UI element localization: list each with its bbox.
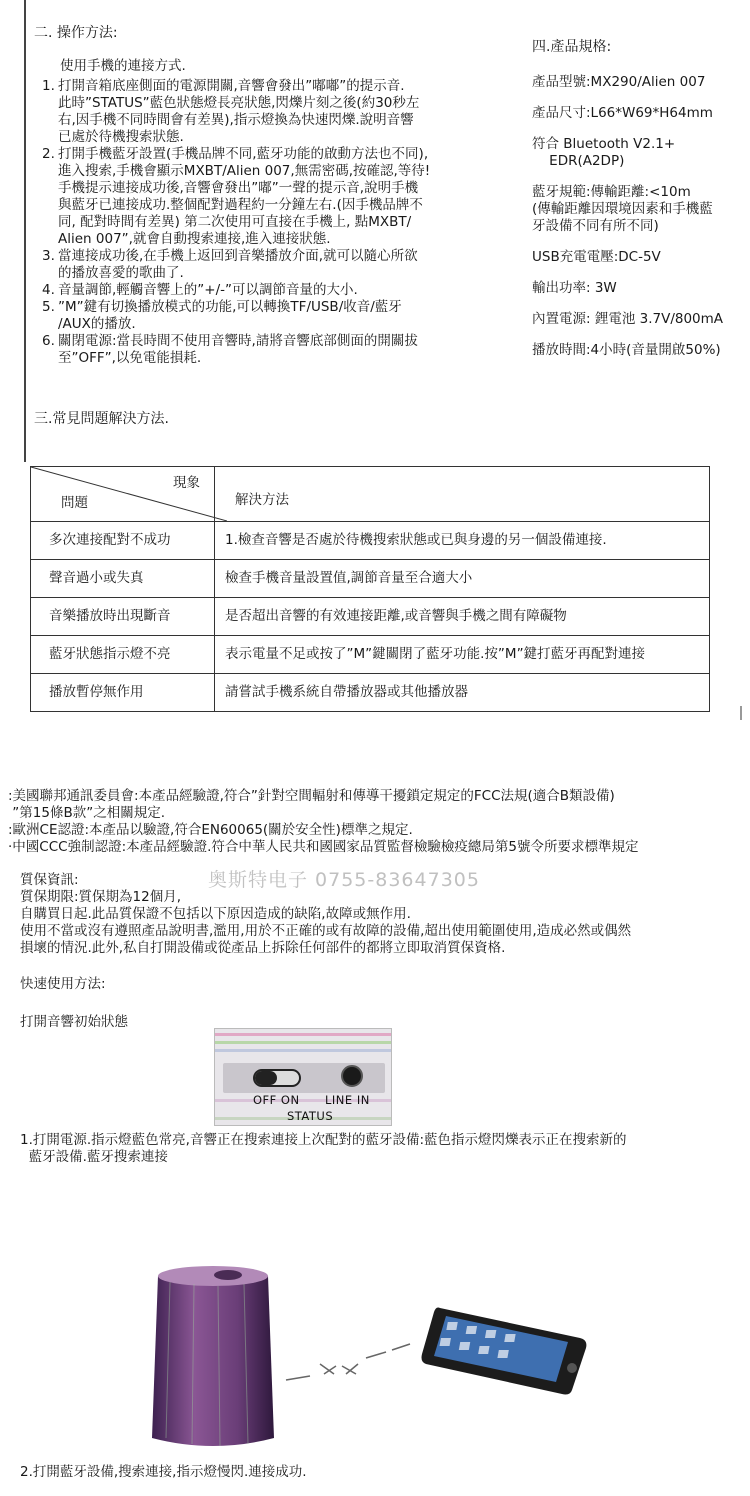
operation-item-line: 進入搜索,手機會顯示MXBT/Alien 007,無需密碼,按確認,等待! xyxy=(58,163,431,179)
operation-item-line: 右,因手機不同時間會有差異),指示燈換為快速閃爍.說明音響 xyxy=(58,112,414,128)
certification-line: ”第15條B款”之相關規定. xyxy=(8,805,166,821)
step-2-text: 2.打開藍牙設備,搜索連接,指示燈慢閃.連接成功. xyxy=(20,1464,307,1480)
operation-item-number: 2. xyxy=(42,146,55,162)
operation-item-line: 同, 配對時間有差異) 第二次使用可直接在手機上, 點MXBT/ xyxy=(58,214,412,230)
faq-solution: 檢查手機音量設置值,調節音量至合適大小 xyxy=(215,560,710,598)
spec-row xyxy=(532,280,746,297)
power-switch-knob xyxy=(255,1071,277,1085)
faq-problem: 多次連接配對不成功 xyxy=(31,522,215,560)
left-margin-line xyxy=(24,0,26,462)
operation-item-line: 音量調節,輕觸音響上的”+/-”可以調節音量的大小. xyxy=(58,282,358,298)
operation-item xyxy=(42,248,482,282)
operation-item-number: 6. xyxy=(42,333,55,349)
faq-solution: 請嘗試手機系統自帶播放器或其他播放器 xyxy=(215,674,710,712)
operation-list xyxy=(42,78,482,367)
operation-item-text xyxy=(58,146,482,248)
spec-line: 播放時間:4小時(音量開啟50%) xyxy=(532,342,721,358)
operation-item-line: ”M”鍵有切換播放模式的功能,可以轉換TF/USB/收音/藍牙 xyxy=(58,299,402,315)
spec-line: 牙設備不同有所不同) xyxy=(532,218,659,234)
step-1-line: 藍牙設備.藍牙搜索連接 xyxy=(20,1149,168,1165)
operation-item xyxy=(42,146,482,248)
faq-title: 三.常見問題解決方法. xyxy=(34,411,169,427)
operation-item-text xyxy=(58,333,482,367)
faq-table xyxy=(30,466,710,712)
spec-line: 產品尺寸:L66*W69*H64mm xyxy=(532,105,713,121)
operation-item-line: Alien 007”,就會自動搜索連接,進入連接狀態. xyxy=(58,231,331,247)
operation-item-line: 已處於待機搜索狀態. xyxy=(58,129,184,145)
faq-solution: 是否超出音響的有效連接距離,或音響與手機之間有障礙物 xyxy=(215,598,710,636)
faq-problem: 聲音過小或失真 xyxy=(31,560,215,598)
operation-item-line: 打開音箱底座側面的電源開關,音響會發出”嘟嘟”的提示音. xyxy=(58,78,405,94)
operation-item-line: 手機提示連接成功後,音響會發出”嘟”一聲的提示音,說明手機 xyxy=(58,180,419,196)
divider-mark xyxy=(740,706,742,720)
warranty-line: 質保期限:質保期為12個月, xyxy=(20,889,182,905)
spec-line: 藍牙規範:傳輸距離:<10m xyxy=(532,184,691,200)
spec-line: (傳輸距離因環境因素和手機藍 xyxy=(532,201,713,217)
warranty-line: 自購買日起.此品質保證不包括以下原因造成的缺陷,故障或無作用. xyxy=(20,906,411,922)
operation-item-line: 的播放喜愛的歌曲了. xyxy=(58,265,184,281)
smartphone-image xyxy=(420,1298,590,1404)
operation-item-number: 5. xyxy=(42,299,55,315)
line-in-jack xyxy=(341,1065,363,1087)
operation-item xyxy=(42,333,482,367)
specs-title: 四.產品規格: xyxy=(532,39,612,55)
faq-solution: 表示電量不足或按了”M”鍵關閉了藍牙功能.按”M”鍵打藍牙再配對連接 xyxy=(215,636,710,674)
operation-item xyxy=(42,78,482,146)
operation-item-line: 此時”STATUS”藍色狀態燈長亮狀態,閃爍片刻之後(約30秒左 xyxy=(58,95,420,111)
spec-row xyxy=(532,74,746,91)
spec-line: 內置電源: 鋰電池 3.7V/800mA xyxy=(532,311,724,327)
faq-row xyxy=(31,674,710,712)
operation-item-line: 當連接成功後,在手機上返回到音樂播放介面,就可以隨心所欲 xyxy=(58,248,418,264)
specs-list xyxy=(532,74,746,359)
operation-intro: 使用手機的連接方式. xyxy=(60,58,186,74)
spec-line: EDR(A2DP) xyxy=(532,153,625,169)
warranty-line: 質保資訊: xyxy=(20,872,79,888)
certification-line: :美國聯邦通訊委員會:本產品經驗證,符合”針對空間輻射和傳導干擾鎖定規定的FCC法規(適合B類設備) xyxy=(8,788,615,804)
initial-state-label: 打開音響初始狀態 xyxy=(20,1014,128,1030)
header-phenomenon: 現象 xyxy=(173,475,200,491)
operation-title: 二. 操作方法: xyxy=(34,25,118,41)
spec-line: 符合 Bluetooth V2.1+ xyxy=(532,136,676,152)
operation-item-line: 打開手機藍牙設置(手機品牌不同,藍牙功能的啟動方法也不同), xyxy=(58,146,429,162)
quick-use-title: 快速使用方法: xyxy=(20,976,106,992)
warranty-line: 使用不當或沒有遵照產品說明書,濫用,用於不正確的或有故障的設備,超出使用範圍使用,造成必然或偶然 xyxy=(20,923,632,939)
operation-item xyxy=(42,299,482,333)
spec-line: 產品型號:MX290/Alien 007 xyxy=(532,74,706,90)
step-1-text xyxy=(20,1132,740,1166)
status-label: STATUS xyxy=(287,1109,334,1123)
operation-item-line: 至”OFF”,以免電能損耗. xyxy=(58,350,202,366)
operation-item-line: 與藍牙已連接成功.整個配對過程約一分鐘左右.(因手機品牌不 xyxy=(58,197,423,213)
watermark: 奥斯特电子 0755-83647305 xyxy=(208,869,480,891)
spec-line: USB充電電壓:DC-5V xyxy=(532,249,661,265)
spec-row xyxy=(532,342,746,359)
faq-problem: 播放暫停無作用 xyxy=(31,674,215,712)
spec-row xyxy=(532,311,746,328)
faq-problem: 藍牙狀態指示燈不亮 xyxy=(31,636,215,674)
header-solution: 解決方法 xyxy=(215,467,710,522)
certification-line: :歐洲CE認證:本產品以驗證,符合EN60065(關於安全性)標準之規定. xyxy=(8,822,413,838)
spec-row xyxy=(532,249,746,266)
operation-item-text xyxy=(58,282,482,299)
spec-row xyxy=(532,105,746,122)
faq-problem: 音樂播放時出現斷音 xyxy=(31,598,215,636)
operation-item-line: 關閉電源:當長時間不使用音響時,請將音響底部側面的開關拔 xyxy=(58,333,418,349)
faq-row xyxy=(31,636,710,674)
operation-item-number: 1. xyxy=(42,78,55,94)
off-on-label: OFF ON xyxy=(253,1093,300,1107)
certifications xyxy=(8,788,748,856)
operation-item-text xyxy=(58,248,482,282)
faq-row xyxy=(31,522,710,560)
faq-row xyxy=(31,598,710,636)
operation-item-line: /AUX的播放. xyxy=(58,316,136,332)
faq-header-cell xyxy=(31,467,215,522)
certification-line: ·中國CCC強制認證:本產品經驗證.符合中華人民共和國國家品質監督檢驗檢疫總局第5號令所要求標準規定 xyxy=(8,839,639,855)
spec-row xyxy=(532,136,746,170)
header-problem: 問題 xyxy=(61,495,88,511)
connection-dashes xyxy=(280,1330,420,1396)
line-in-label: LINE IN xyxy=(325,1093,370,1107)
operation-item xyxy=(42,282,482,299)
operation-item-text xyxy=(58,78,482,146)
operation-item-number: 3. xyxy=(42,248,55,264)
warranty-line: 損壞的情況.此外,私自打開設備或從產品上拆除任何部件的都將立即取消質保資格. xyxy=(20,940,506,956)
device-panel-image xyxy=(214,1028,392,1126)
operation-item-text xyxy=(58,299,482,333)
step-1-line: 1.打開電源.指示燈藍色常亮,音響正在搜索連接上次配對的藍牙設備:藍色指示燈閃爍表示正在搜索新的 xyxy=(20,1132,627,1148)
operation-item-number: 4. xyxy=(42,282,55,298)
speaker-image xyxy=(148,1262,278,1454)
faq-solution: 1.檢查音響是否處於待機搜索狀態或已與身邊的另一個設備連接. xyxy=(215,522,710,560)
spec-line: 輸出功率: 3W xyxy=(532,280,617,296)
spec-row xyxy=(532,184,746,235)
faq-row xyxy=(31,560,710,598)
